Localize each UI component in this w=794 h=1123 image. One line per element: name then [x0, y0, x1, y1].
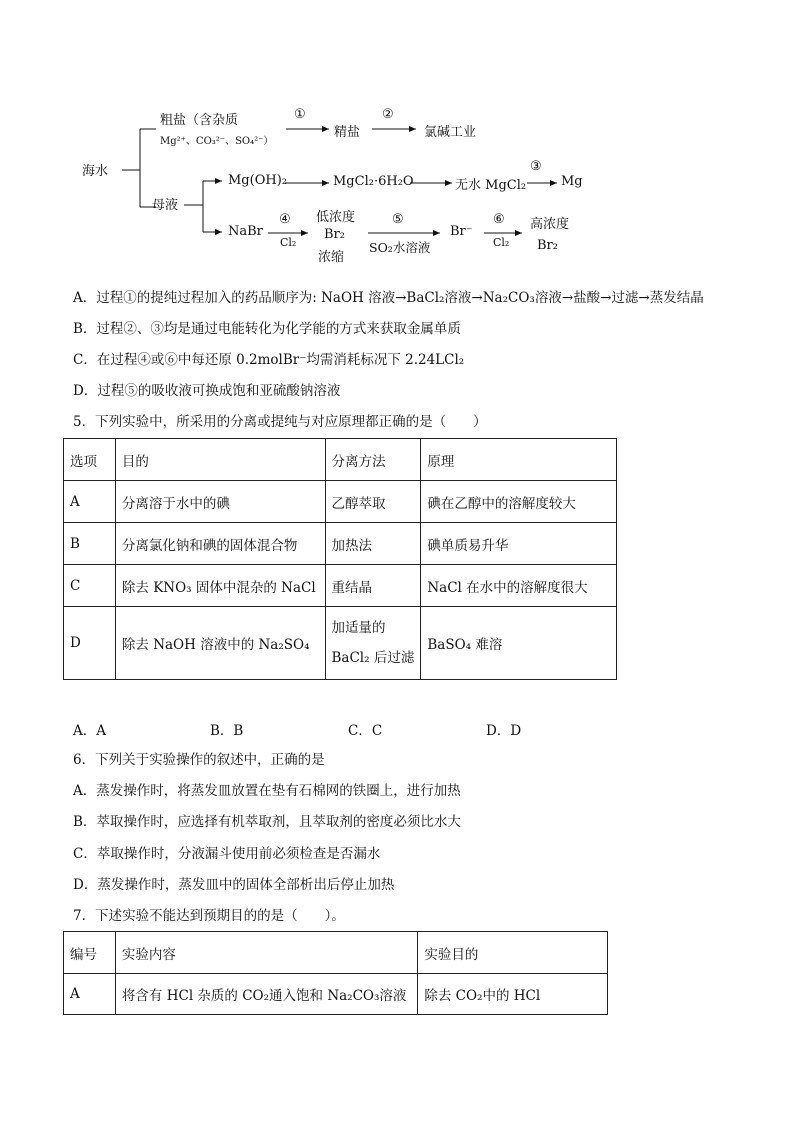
refined-salt-label: 精盐: [334, 125, 361, 140]
q4-option-c: C．在过程④或⑥中每还原 0.2molBr⁻均需消耗标况下 2.24LCl₂: [73, 352, 465, 368]
q6-option-b: B．萃取操作时，应选择有机萃取剂，且萃取剂的密度必须比水大: [73, 814, 461, 830]
q6-option-a: A．蒸发操作时，将蒸发皿放置在垫有石棉网的铁圈上，进行加热: [73, 783, 461, 799]
table-cell: BaSO₄ 难溶: [421, 607, 617, 680]
step-5-marker: ⑤: [392, 212, 404, 227]
high-conc-label: 高浓度: [530, 217, 570, 232]
step-6-marker: ⑥: [493, 212, 505, 227]
low-conc-label: 低浓度: [316, 210, 356, 225]
method-line-2: BaCl₂ 后过滤: [331, 650, 415, 666]
table-cell: [325, 607, 421, 680]
concentrate-label: 浓缩: [318, 250, 345, 265]
table-row: [64, 523, 617, 565]
q5-stem: 5．下列实验中，所采用的分离或提纯与对应原理都正确的是（ ）: [73, 414, 487, 430]
q5-choice-b: B．B: [210, 723, 244, 739]
q5-table-header: [64, 439, 617, 481]
table-row: [64, 974, 608, 1015]
table-cell: D: [64, 607, 116, 680]
chlor-alkali-label: 氯碱工业: [424, 125, 477, 140]
mg-label: Mg: [561, 174, 583, 189]
mgoh2-label: Mg(OH)₂: [228, 173, 287, 188]
table-cell: B: [64, 523, 116, 565]
anhydrous-mgcl2-label: 无水 MgCl₂: [455, 178, 527, 193]
table-cell: C: [64, 565, 116, 607]
seawater-label: 海水: [82, 164, 109, 179]
q7-stem: 7．下述实验不能达到预期目的的是（ ）。: [73, 908, 345, 924]
q5-choice-d: D．D: [486, 723, 522, 739]
mother-liquor-label: 母液: [152, 198, 179, 213]
step-3-marker: ③: [530, 159, 542, 174]
table-cell: 除去 NaOH 溶液中的 Na₂SO₄: [115, 607, 325, 680]
table-cell: 重结晶: [325, 565, 421, 607]
q7-header-content: 实验内容: [115, 932, 417, 974]
method-line-1: 加适量的: [331, 620, 386, 636]
nabr-label: NaBr: [228, 224, 263, 239]
q5-header-purpose: 目的: [115, 439, 325, 481]
so2-solution-label: SO₂水溶液: [369, 240, 431, 255]
table-cell: 将含有 HCl 杂质的 CO₂通入饱和 Na₂CO₃溶液: [115, 974, 417, 1015]
table-row: [64, 565, 617, 607]
step-2-marker: ②: [382, 107, 394, 122]
table-row: [64, 607, 617, 680]
q7-header-number: 编号: [64, 932, 116, 974]
table-cell: 除去 KNO₃ 固体中混杂的 NaCl: [115, 565, 325, 607]
bromide-label: Br⁻: [450, 224, 473, 239]
q7-table-header: [64, 932, 608, 974]
q5-choice-a: A．A: [73, 723, 106, 739]
step-1-marker: ①: [294, 107, 306, 122]
table-row: [64, 481, 617, 523]
step-4-marker: ④: [279, 212, 291, 227]
q5-header-principle: 原理: [421, 439, 617, 481]
q6-option-c: C．萃取操作时，分液漏斗使用前必须检查是否漏水: [73, 846, 381, 862]
table-cell: 加热法: [325, 523, 421, 565]
table-cell: NaCl 在水中的溶解度很大: [421, 565, 617, 607]
q5-header-method: 分离方法: [325, 439, 421, 481]
table-cell: 乙醇萃取: [325, 481, 421, 523]
crude-salt-label: 粗盐（含杂质: [160, 113, 239, 128]
table-cell: 分离溶于水中的碘: [115, 481, 325, 523]
crude-salt-impurities: Mg²⁺、CO₃²⁻、SO₄²⁻）: [160, 136, 274, 147]
low-conc-br2: Br₂: [324, 227, 345, 242]
q5-header-option: 选项: [64, 439, 116, 481]
table-cell: A: [64, 481, 116, 523]
high-conc-br2: Br₂: [537, 238, 558, 253]
mgcl2-hydrate-label: MgCl₂·6H₂O: [333, 174, 414, 189]
q5-table: [63, 438, 617, 680]
q5-choice-c: C．C: [348, 723, 383, 739]
q6-stem: 6．下列关于实验操作的叙述中，正确的是: [73, 752, 325, 768]
q6-option-d: D．蒸发操作时，蒸发皿中的固体全部析出后停止加热: [73, 877, 395, 893]
q4-option-d: D．过程⑤的吸收液可换成饱和亚硫酸钠溶液: [73, 383, 341, 399]
q7-table: [63, 931, 608, 1015]
q4-option-b: B．过程②、③均是通过电能转化为化学能的方式来获取金属单质: [73, 321, 461, 337]
table-cell: 除去 CO₂中的 HCl: [418, 974, 608, 1015]
cl2-reagent-a: Cl₂: [280, 236, 297, 249]
table-cell: A: [64, 974, 116, 1015]
q4-option-a: A．过程①的提纯过程加入的药品顺序为: NaOH 溶液→BaCl₂溶液→Na₂CO₃溶液→盐酸→过滤→蒸发结晶: [73, 290, 704, 306]
q7-header-purpose: 实验目的: [418, 932, 608, 974]
table-cell: 碘单质易升华: [421, 523, 617, 565]
cl2-reagent-b: Cl₂: [493, 236, 510, 249]
table-cell: 分离氯化钠和碘的固体混合物: [115, 523, 325, 565]
table-cell: 碘在乙醇中的溶解度较大: [421, 481, 617, 523]
